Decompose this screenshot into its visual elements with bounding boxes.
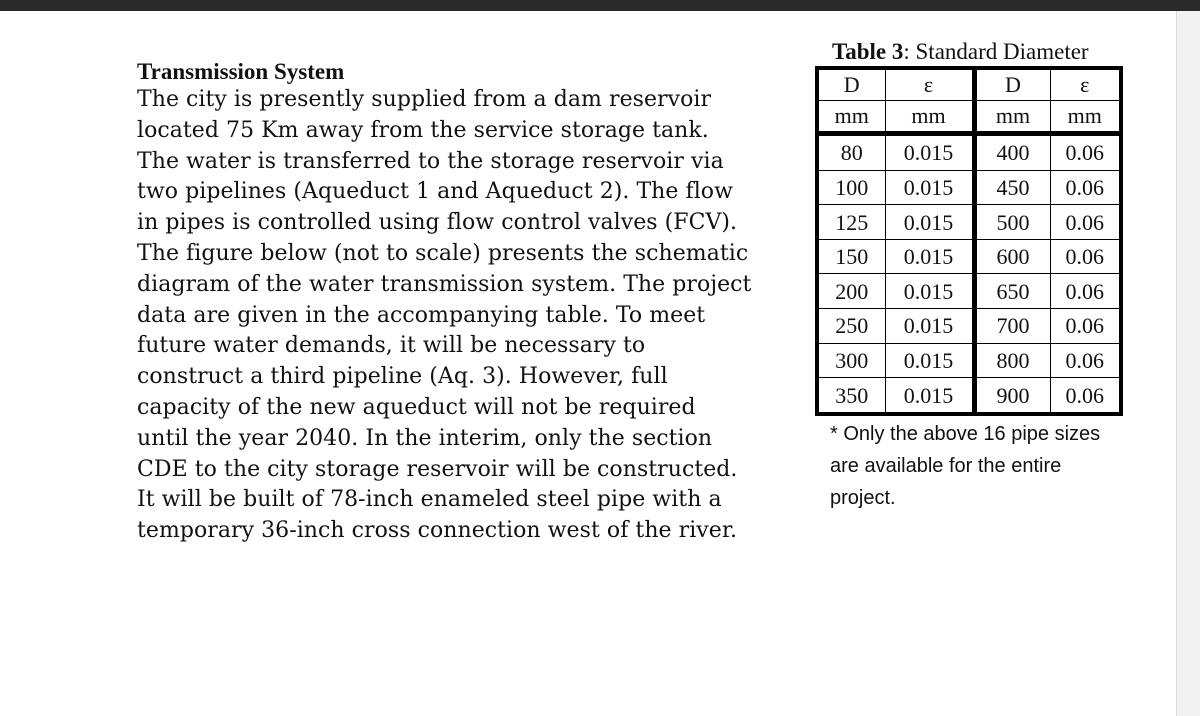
col-unit: mm bbox=[1050, 101, 1121, 134]
table-cell: 0.015 bbox=[885, 170, 974, 205]
table-cell: 900 bbox=[974, 378, 1050, 414]
table-cell: 650 bbox=[974, 274, 1050, 309]
body-line: It will be built of 78-inch enameled steel pipe with a bbox=[137, 487, 722, 513]
body-line: located 75 Km away from the service storage tank. bbox=[137, 117, 709, 143]
body-line: two pipelines (Aqueduct 1 and Aqueduct 2). The flow bbox=[137, 179, 733, 205]
table-cell: 100 bbox=[817, 170, 885, 205]
table-row bbox=[817, 205, 1121, 240]
table-cell: 350 bbox=[817, 378, 885, 414]
table-cell: 0.06 bbox=[1050, 205, 1121, 240]
table-header-row bbox=[817, 68, 1121, 101]
table-row bbox=[817, 134, 1121, 171]
body-line: capacity of the new aqueduct will not be required bbox=[137, 394, 696, 420]
table-row bbox=[817, 378, 1121, 414]
table-cell: 0.06 bbox=[1050, 170, 1121, 205]
body-line: in pipes is controlled using flow control valves (FCV). bbox=[137, 210, 738, 236]
table-caption-text: : Standard Diameter bbox=[903, 39, 1089, 64]
table-cell: 0.015 bbox=[885, 205, 974, 240]
table-cell: 0.06 bbox=[1050, 309, 1121, 344]
table-caption-number: Table 3 bbox=[832, 39, 904, 64]
article-body bbox=[137, 85, 797, 547]
table-cell: 0.015 bbox=[885, 239, 974, 274]
table-cell: 125 bbox=[817, 205, 885, 240]
footnote-line: project. bbox=[830, 487, 896, 509]
body-line: construct a third pipeline (Aq. 3). However, full bbox=[137, 364, 668, 390]
body-line: until the year 2040. In the interim, only the section bbox=[137, 425, 713, 451]
table-cell: 200 bbox=[817, 274, 885, 309]
col-header-roughness: ε bbox=[1050, 68, 1121, 101]
standard-diameter-table bbox=[815, 66, 1123, 416]
table-row bbox=[817, 170, 1121, 205]
footnote-line: are available for the entire bbox=[830, 455, 1062, 477]
table-cell: 700 bbox=[974, 309, 1050, 344]
table-cell: 80 bbox=[817, 134, 885, 171]
table-units-row bbox=[817, 101, 1121, 134]
section-title: Transmission System bbox=[137, 59, 345, 84]
table-cell: 400 bbox=[974, 134, 1050, 171]
table-cell: 0.06 bbox=[1050, 134, 1121, 171]
body-line: future water demands, it will be necessary to bbox=[137, 333, 646, 359]
table-cell: 500 bbox=[974, 205, 1050, 240]
col-header-roughness: ε bbox=[885, 68, 974, 101]
table-cell: 0.015 bbox=[885, 343, 974, 378]
table-cell: 0.06 bbox=[1050, 239, 1121, 274]
col-unit: mm bbox=[974, 101, 1050, 134]
right-scroll-strip[interactable] bbox=[1176, 11, 1200, 716]
col-header-diameter: D bbox=[974, 68, 1050, 101]
table-cell: 0.015 bbox=[885, 134, 974, 171]
table-cell: 250 bbox=[817, 309, 885, 344]
table-cell: 800 bbox=[974, 343, 1050, 378]
footnote-line: * Only the above 16 pipe sizes bbox=[830, 423, 1101, 445]
body-line: temporary 36-inch cross connection west of the river. bbox=[137, 518, 738, 544]
table-row bbox=[817, 239, 1121, 274]
body-line: The water is transferred to the storage reservoir via bbox=[137, 148, 724, 174]
table-cell: 0.015 bbox=[885, 309, 974, 344]
table-caption bbox=[832, 39, 1089, 65]
table-cell: 0.06 bbox=[1050, 343, 1121, 378]
table-cell: 150 bbox=[817, 239, 885, 274]
table-cell: 0.015 bbox=[885, 274, 974, 309]
body-line: CDE to the city storage reservoir will be constructed. bbox=[137, 456, 738, 482]
table-cell: 450 bbox=[974, 170, 1050, 205]
body-line: diagram of the water transmission system. The project bbox=[137, 271, 752, 297]
table-row bbox=[817, 274, 1121, 309]
table-cell: 300 bbox=[817, 343, 885, 378]
window-top-bar bbox=[0, 0, 1200, 11]
body-line: The city is presently supplied from a dam reservoir bbox=[137, 87, 712, 112]
table-cell: 0.06 bbox=[1050, 378, 1121, 414]
body-line: The figure below (not to scale) presents the schematic bbox=[137, 240, 749, 266]
body-line: data are given in the accompanying table. To meet bbox=[137, 302, 706, 328]
table-cell: 0.06 bbox=[1050, 274, 1121, 309]
table-cell: 0.015 bbox=[885, 378, 974, 414]
col-unit: mm bbox=[885, 101, 974, 134]
table-cell: 600 bbox=[974, 239, 1050, 274]
col-unit: mm bbox=[817, 101, 885, 134]
table-row bbox=[817, 343, 1121, 378]
table-footnote bbox=[830, 418, 1130, 514]
article bbox=[137, 58, 797, 547]
col-header-diameter: D bbox=[817, 68, 885, 101]
table-row bbox=[817, 309, 1121, 344]
